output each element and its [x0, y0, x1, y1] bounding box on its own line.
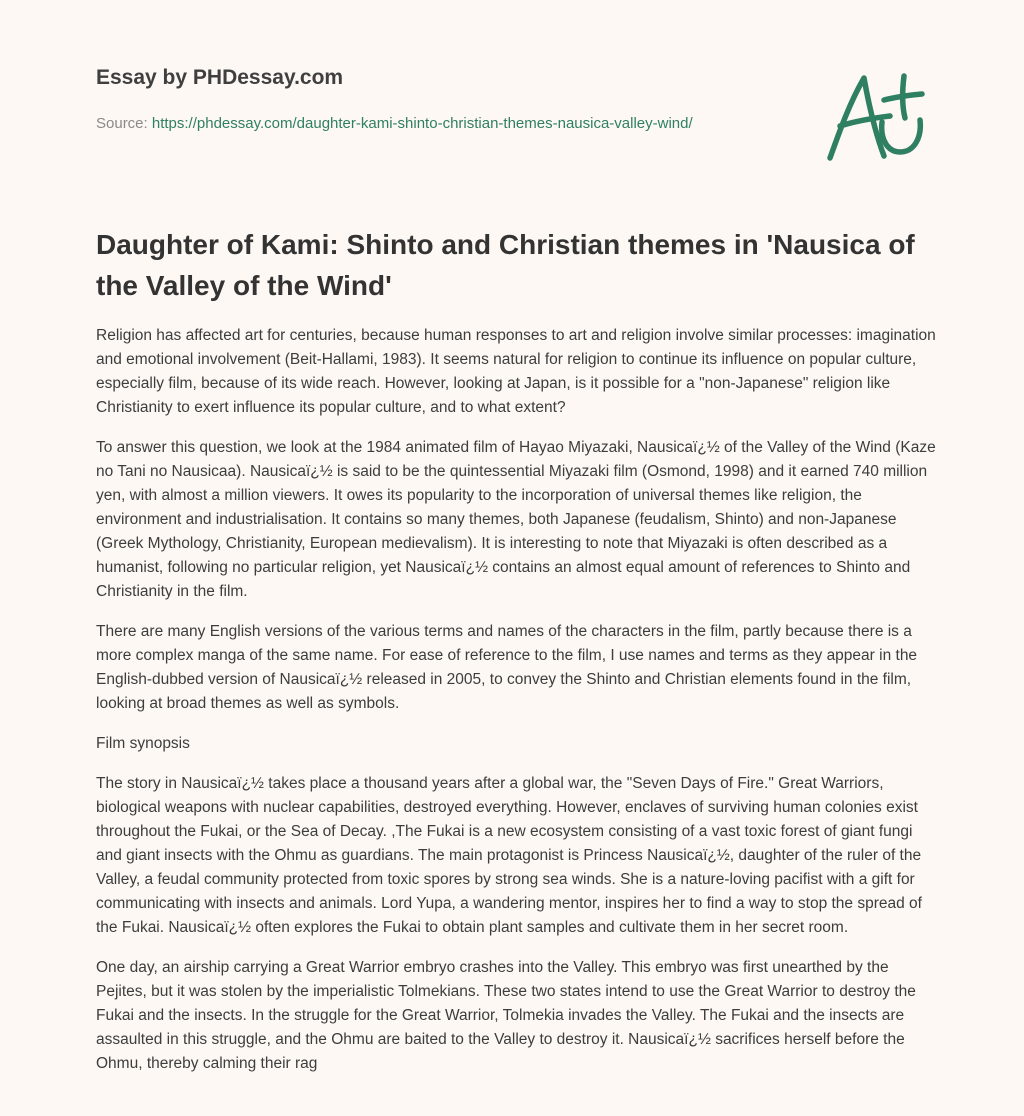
source-line [96, 112, 756, 135]
a-plus-logo-icon [822, 68, 932, 164]
essay-paragraph: There are many English versions of the various terms and names of the characters in the film, partly because there is a more complex manga of the same name. For ease of reference to the film, I use names and terms as they appear in the English-dubbed version of Nausicaï¿½ released in 2005, to convey the Shinto and Christian elements found in the film, looking at broad themes as well as symbols. [96, 623, 918, 712]
site-title: Essay by PHDessay.com [96, 66, 344, 89]
essay-paragraph: One day, an airship carrying a Great Warrior embryo crashes into the Valley. This embryo was first unearthed by the Pejites, but it was stolen by the imperialistic Tolmekians. These two states intend to use the Great Warrior to destroy the Fukai and the insects. In the struggle for the Great Warrior, Tolmekia invades the Valley. The Fukai and the insects are assaulted in this struggle, and the Ohmu are baited to the Valley to destroy it. Nausicaï¿½ sacrifices herself before the Ohmu, thereby calming their rag [96, 959, 916, 1072]
source-label: Source: [96, 115, 152, 132]
essay-body [96, 324, 936, 1092]
essay-header [96, 64, 756, 135]
section-heading: Film synopsis [96, 735, 190, 752]
source-link[interactable]: https://phdessay.com/daughter-kami-shinto-christian-themes-nausica-valley-wind/ [151, 115, 693, 132]
essay-paragraph: The story in Nausicaï¿½ takes place a thousand years after a global war, the "Seven Days of Fire." Great Warriors, biological weapons with nuclear capabilities, destroyed everything. However, enclaves of surviving human colonies exist throughout the Fukai, or the Sea of Decay. ,The Fukai is a new ecosystem consisting of a vast toxic forest of giant fungi and giant insects with the Ohmu as guardians. The main protagonist is Princess Nausicaï¿½, daughter of the ruler of the Valley, a feudal community protected from toxic spores by strong sea winds. She is a nature-loving pacifist with a gift for communicating with insects and animals. Lord Yupa, a wandering mentor, inspires her to find a way to stop the spread of the Fukai. Nausicaï¿½ often explores the Fukai to obtain plant samples and cultivate them in her secret room. [96, 775, 922, 936]
essay-paragraph: To answer this question, we look at the 1984 animated film of Hayao Miyazaki, Nausicaï¿½ of the Valley of the Wind (Kaze no Tani no Nausicaa). Nausicaï¿½ is said to be the quintessential Miyazaki film (Osmond, 1998) and it earned 740 million yen, with almost a million viewers. It owes its popularity to the incorporation of universal themes like religion, the environment and industrialisation. It contains so many themes, both Japanese (feudalism, Shinto) and non-Japanese (Greek Mythology, Christianity, European medievalism). It is interesting to note that Miyazaki is often described as a humanist, following no particular religion, yet Nausicaï¿½ contains an almost equal amount of references to Shinto and Christianity in the film. [96, 439, 936, 600]
essay-paragraph: Religion has affected art for centuries, because human responses to art and religion involve similar processes: imagination and emotional involvement (Beit-Hallami, 1983). It seems natural for religion to continue its influence on popular culture, especially film, because of its wide reach. However, looking at Japan, is it possible for a "non-Japanese" religion like Christianity to exert influence its popular culture, and to what extent? [96, 327, 936, 416]
essay-title: Daughter of Kami: Shinto and Christian themes in 'Nausica of the Valley of the Wind' [96, 229, 915, 301]
